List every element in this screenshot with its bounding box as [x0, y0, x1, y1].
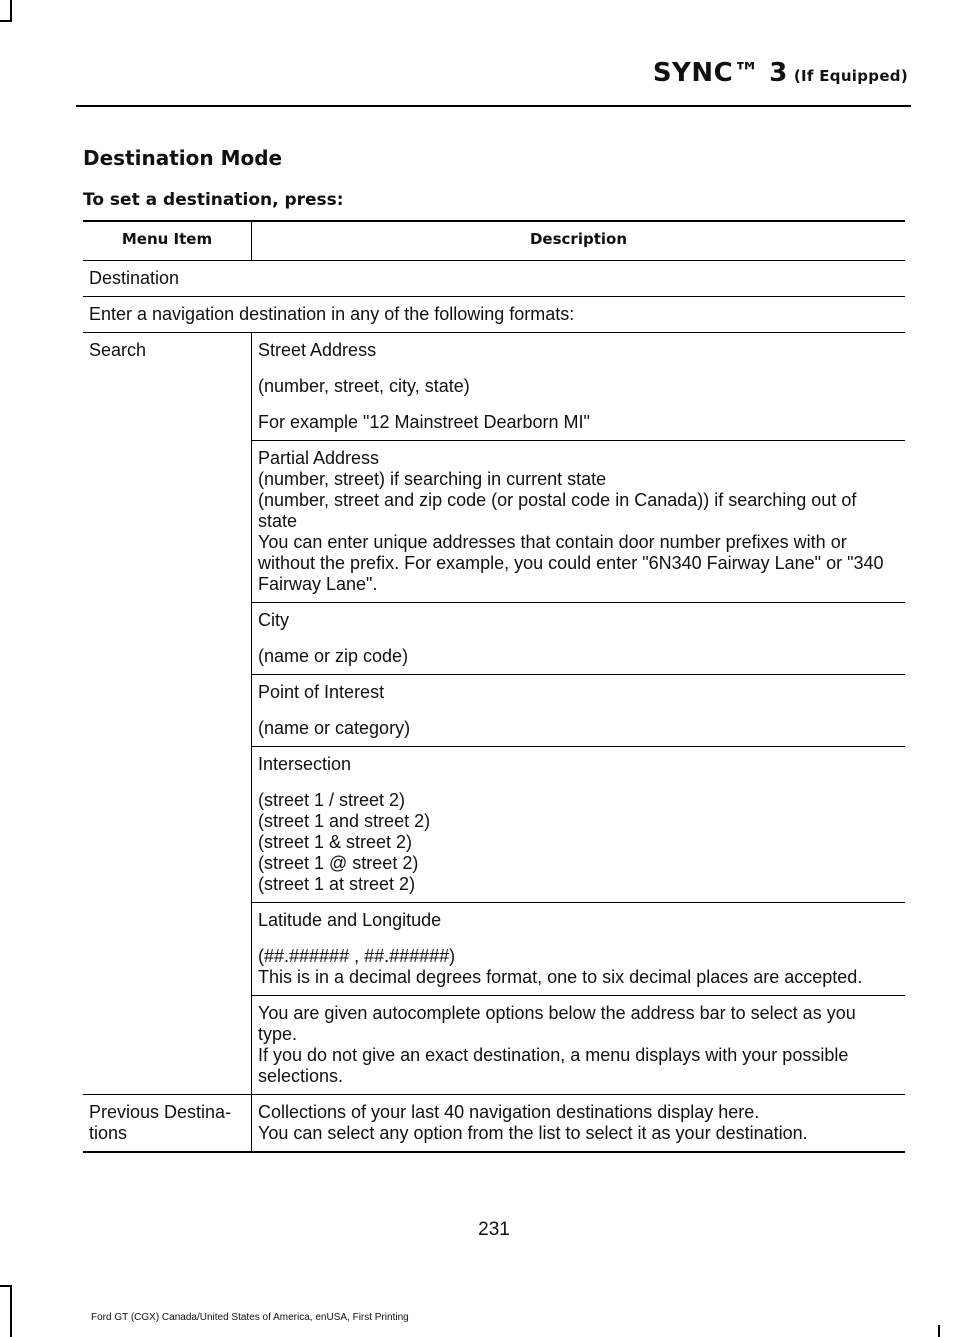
table-row	[83, 1095, 905, 1153]
description-cell	[252, 1095, 906, 1153]
menu-item-previous-destinations: Previous Destina-tions	[83, 1095, 252, 1153]
table-row	[83, 333, 905, 441]
table-row	[83, 297, 905, 333]
description-cell	[252, 333, 906, 441]
header-subtitle: (If Equipped)	[793, 67, 908, 85]
description-line: Street Address	[258, 340, 377, 360]
column-header-menu-item: Menu Item	[83, 221, 252, 261]
description-line: (number, street) if searching in current state	[258, 469, 607, 489]
menu-table	[83, 220, 905, 1153]
description-line: This is in a decimal degrees format, one to six decimal places are accepted.	[258, 967, 863, 987]
table-header-row	[83, 221, 905, 261]
description-line: Partial Address	[258, 448, 380, 468]
description-line: Latitude and Longitude	[258, 910, 442, 930]
table-body	[83, 261, 905, 1153]
page-number: 231	[478, 1219, 510, 1240]
description-line: Point of Interest	[258, 682, 385, 702]
description-line: If you do not give an exact destination, a menu displays with your possible selections.	[258, 1045, 849, 1086]
description-line: (street 1 & street 2)	[258, 832, 413, 852]
description-cell	[252, 675, 906, 747]
description-line: (number, street, city, state)	[258, 376, 470, 396]
description-cell	[252, 441, 906, 603]
description-line: (street 1 and street 2)	[258, 811, 431, 831]
description-cell	[252, 603, 906, 675]
description-line: You can enter unique addresses that contain door number prefixes with or without the prefix. For example, you could enter "6N340 Fairway Lane" or "340 Fairway Lane".	[258, 532, 884, 594]
table-row	[83, 261, 905, 297]
description-line: Collections of your last 40 navigation destinations display here.	[258, 1102, 760, 1122]
description-cell	[252, 996, 906, 1095]
description-line: (number, street and zip code (or postal code in Canada)) if searching out of state	[258, 490, 857, 531]
description-line: (name or zip code)	[258, 646, 409, 666]
crop-mark-bottom-left-h	[0, 1285, 12, 1287]
crop-mark-top-left-h	[0, 20, 12, 22]
description-line: (name or category)	[258, 718, 411, 738]
description-line: (##.###### , ##.######)	[258, 946, 456, 966]
span-row-destination: Destination	[83, 261, 905, 297]
column-header-description: Description	[252, 221, 906, 261]
span-row-formats: Enter a navigation destination in any of the following formats:	[83, 297, 905, 333]
description-line: (street 1 / street 2)	[258, 790, 406, 810]
intro-text: To set a destination, press:	[83, 190, 344, 210]
crop-mark-top-left	[10, 0, 12, 20]
description-line: For example "12 Mainstreet Dearborn MI"	[258, 412, 590, 432]
crop-mark-bottom-left	[10, 1285, 12, 1337]
running-header	[0, 58, 908, 88]
description-cell	[252, 747, 906, 903]
header-title: SYNC™ 3	[652, 58, 788, 88]
description-line: Intersection	[258, 754, 352, 774]
description-line: You are given autocomplete options below the address bar to select as you type.	[258, 1003, 856, 1044]
menu-item-search: Search	[83, 333, 252, 1095]
footer-text: Ford GT (CGX) Canada/United States of America, enUSA, First Printing	[91, 1312, 409, 1323]
header-rule	[76, 105, 911, 107]
crop-mark-bottom-right	[938, 1325, 940, 1337]
description-cell	[252, 903, 906, 996]
description-line: (street 1 @ street 2)	[258, 853, 419, 873]
section-title: Destination Mode	[83, 146, 283, 170]
description-line: You can select any option from the list to select it as your destination.	[258, 1123, 808, 1143]
description-line: City	[258, 610, 289, 630]
description-line: (street 1 at street 2)	[258, 874, 416, 894]
